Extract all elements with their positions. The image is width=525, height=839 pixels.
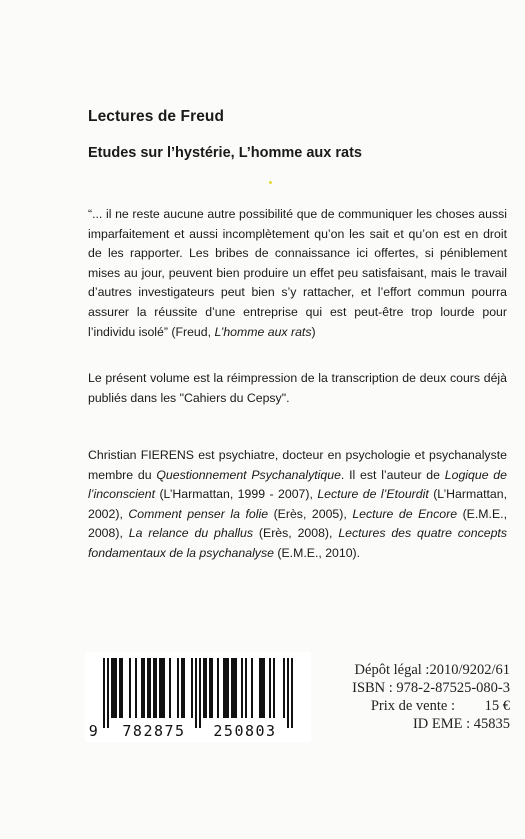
barcode-bar [231, 658, 233, 718]
barcode-bar [155, 658, 157, 718]
barcode-bar [107, 658, 109, 728]
barcode-bar [169, 658, 171, 718]
barcode-bar [111, 658, 113, 718]
quote-end: ) [311, 324, 316, 339]
quote-source-title: L’homme aux rats [214, 324, 312, 339]
barcode-bar [183, 658, 185, 718]
barcode-bar [103, 658, 105, 728]
barcode-bar [211, 658, 213, 718]
barcode-bar [159, 658, 161, 718]
barcode-bar [163, 658, 165, 718]
bio-italic: Lecture de l’Etourdit [317, 487, 429, 502]
barcode-bar [161, 658, 163, 718]
barcode-bar [195, 658, 197, 728]
bio-italic: La relance du phallus [128, 526, 254, 541]
legal-deposit: Dépôt légal :2010/9202/61 [354, 662, 510, 678]
barcode-bar [129, 658, 131, 718]
bio-text: (L’Harmattan, 1999 - 2007), [155, 487, 318, 502]
bio-italic: Lecture de Encore [352, 506, 458, 521]
bio-text: (E.M.E., 2010). [273, 545, 361, 560]
barcode-bar [223, 658, 225, 718]
barcode-bar [135, 658, 137, 718]
bio-italic: Questionnement Psychanalytique [156, 467, 341, 482]
barcode-digits: 250803 [213, 722, 277, 740]
barcode [85, 652, 311, 742]
barcode-bar [177, 658, 179, 718]
legal-info [300, 661, 510, 733]
price-value: 15 € [484, 698, 510, 714]
barcode-bar [251, 658, 253, 718]
barcode-bar [153, 658, 155, 718]
barcode-bar [259, 658, 261, 718]
eme-id: ID EME : 45835 [412, 716, 510, 732]
quote-text: “... il ne reste aucune autre possibilité que de communiquer les choses aussi imparfaitement et aussi incomplètement qu’on les sait et qu’on est en droit de les rapporter. Les bribes de connaissance ici offertes, si péniblement mises au jour, peuvent bien produire un effet peu satisfaisant, mais le travail d’autres investigateurs peut bien s’y rattacher, et l’effort commun pourra assurer la réussite d’une entreprise qui est peut-être trop lourde pour l’individu isolé” (Freud, [88, 207, 507, 339]
barcode-bar [245, 658, 247, 718]
barcode-bar [119, 658, 121, 718]
barcode-bar [115, 658, 117, 718]
barcode-bar [291, 658, 293, 728]
barcode-bar [233, 658, 235, 718]
barcode-bar [143, 658, 145, 718]
barcode-bar [149, 658, 151, 718]
barcode-bar [283, 658, 285, 718]
decorative-dot [269, 181, 272, 184]
barcode-bar [269, 658, 271, 718]
bio-text: (E.M.E., 2008), [88, 506, 507, 541]
isbn-number: ISBN : 978-2-87525-080-3 [352, 680, 510, 696]
bio-italic: Lectures des quatre concepts fondamentaux de la psychanalyse [88, 526, 508, 560]
bio-text: (L’Harmattan, 2002), [88, 487, 507, 521]
reprint-note: Le présent volume est la réimpression de la transcription de deux cours déjà publiés dans les "Cahiers du Cepsy". [88, 371, 507, 405]
barcode-bar [147, 658, 149, 718]
bio-text: Christian FIERENS est psychiatre, docteur en psychologie et psychanalyste membre du [88, 448, 507, 482]
barcode-bars [85, 652, 311, 742]
barcode-bar [235, 658, 237, 718]
barcode-bar [121, 658, 123, 718]
barcode-bar [205, 658, 207, 718]
bio-text: (Erès, 2008), [253, 526, 339, 541]
price-label: Prix de vente : [370, 698, 455, 714]
bio-italic: Logique de l’inconscient [88, 467, 507, 502]
barcode-digits: 9 [88, 722, 100, 740]
barcode-bar [203, 658, 205, 718]
book-title: Lectures de Freud [88, 108, 225, 125]
bio-text: (Erès, 2005), [268, 506, 353, 521]
barcode-bar [261, 658, 263, 718]
barcode-bar [225, 658, 227, 718]
barcode-bar [263, 658, 265, 718]
barcode-bar [273, 658, 275, 718]
freud-quote [88, 205, 507, 342]
price-row [300, 697, 510, 715]
bio-italic: Comment penser la folie [128, 506, 269, 521]
barcode-bar [113, 658, 115, 718]
barcode-bar [199, 658, 201, 728]
author-bio [88, 446, 507, 564]
barcode-bar [287, 658, 289, 728]
barcode-digits: 782875 [122, 722, 186, 740]
barcode-bar [217, 658, 219, 718]
book-subtitle: Etudes sur l’hystérie, L’homme aux rats [88, 145, 362, 161]
bio-text: . Il est l’auteur de [340, 467, 445, 482]
barcode-bar [209, 658, 211, 718]
barcode-bar [181, 658, 183, 718]
barcode-bar [227, 658, 229, 718]
barcode-bar [191, 658, 193, 718]
barcode-bar [241, 658, 243, 718]
barcode-bar [141, 658, 143, 718]
